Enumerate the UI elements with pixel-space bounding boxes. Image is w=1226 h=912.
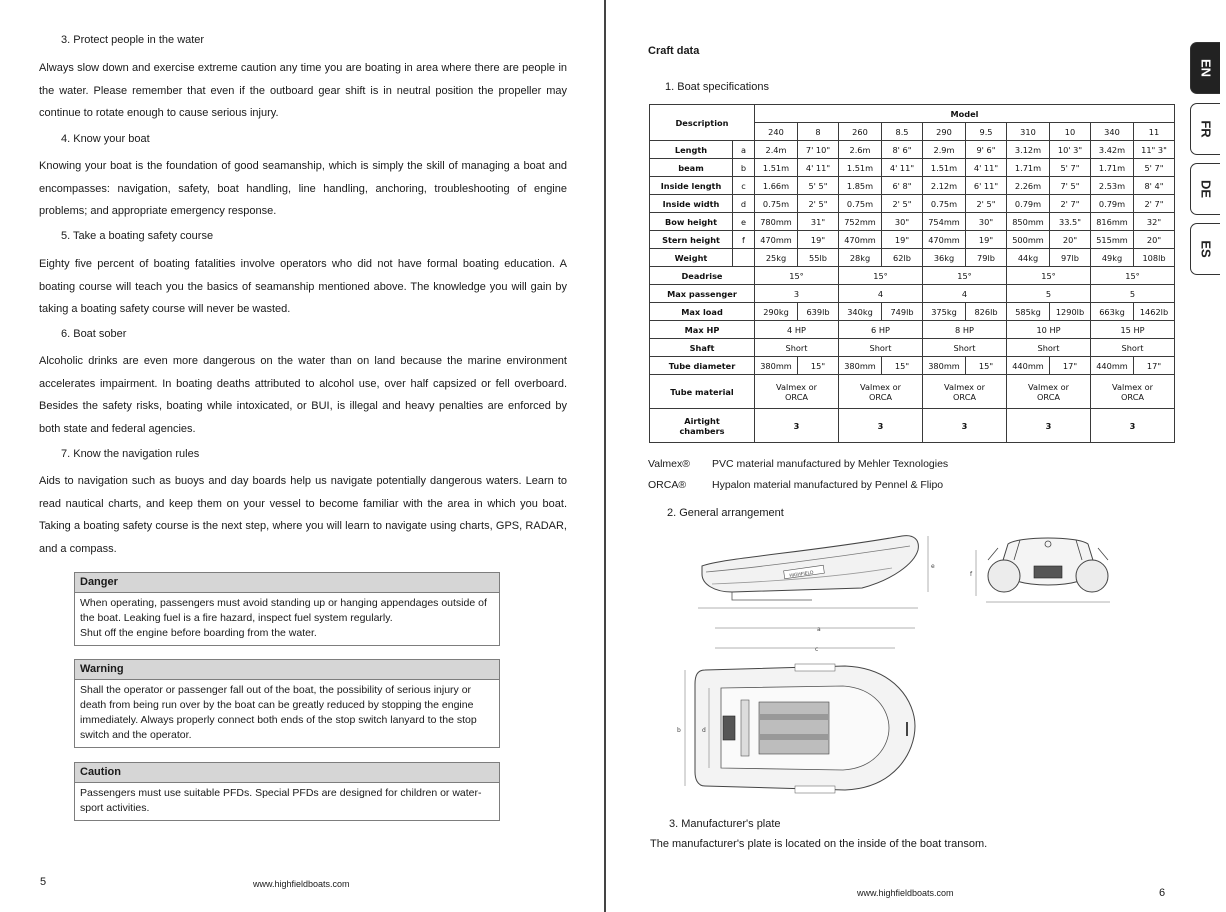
cell: 3 <box>755 409 839 443</box>
cell: Short <box>1007 339 1091 357</box>
section-heading: 3. Manufacturer's plate <box>669 818 781 830</box>
box-line: When operating, passengers must avoid standing up or hanging appendages outside of the boat. Leaking fuel is a fire hazard, inspect fuel system regularly. <box>80 597 487 624</box>
section-text: Knowing your boat is the foundation of good seamanship, which is simply the skill of managing a boat and encompasses: navigation, safety, boat handling, line handling, anchoring, troubleshooting of engine problems; and appropriate emergency response. <box>39 160 567 217</box>
box-line: Passengers must use suitable PFDs. Special PFDs are designed for children or water-sport activities. <box>80 787 482 814</box>
cell: 97lb <box>1050 249 1091 267</box>
top-view-drawing <box>675 622 925 818</box>
cell: 470mm <box>839 231 882 249</box>
cell: Short <box>1091 339 1175 357</box>
cell <box>1091 375 1175 409</box>
cell: 585kg <box>1007 303 1050 321</box>
cell: 19" <box>966 231 1007 249</box>
cell: 2' 5" <box>798 195 839 213</box>
caution-body <box>75 783 499 820</box>
warning-body <box>75 680 499 747</box>
cell: 20" <box>1050 231 1091 249</box>
box-line: Shut off the engine before boarding from the water. <box>80 627 317 639</box>
row-label: Inside length <box>650 177 733 195</box>
dim-label-f: f <box>970 571 973 578</box>
cell: 15" <box>798 357 839 375</box>
warning-title: Warning <box>75 660 499 680</box>
cell: 36kg <box>923 249 966 267</box>
table-row <box>650 195 1175 213</box>
cell: 6' 8" <box>882 177 923 195</box>
model-cell: 11 <box>1134 123 1175 141</box>
cell: 752mm <box>839 213 882 231</box>
cell: 9' 6" <box>966 141 1007 159</box>
plate-text: The manufacturer's plate is located on the inside of the boat transom. <box>650 838 988 850</box>
cell: 17" <box>1050 357 1091 375</box>
cell: 470mm <box>923 231 966 249</box>
legend-term: ORCA® <box>648 479 687 491</box>
cell: 44kg <box>1007 249 1050 267</box>
cell: 15" <box>966 357 1007 375</box>
cell: 15° <box>1007 267 1091 285</box>
page-number: 5 <box>40 876 47 888</box>
cell-line: ORCA <box>952 391 977 402</box>
row-letter: a <box>733 141 755 159</box>
cell: 749lb <box>882 303 923 321</box>
cell: 32" <box>1134 213 1175 231</box>
caution-title: Caution <box>75 763 499 783</box>
cell: 1.51m <box>755 159 798 177</box>
danger-title: Danger <box>75 573 499 593</box>
dim-label-a: a <box>817 626 821 633</box>
cell: 380mm <box>839 357 882 375</box>
cell: 340kg <box>839 303 882 321</box>
cell: 2.26m <box>1007 177 1050 195</box>
cell: 8' 4" <box>1134 177 1175 195</box>
cell-line: Valmex or <box>944 381 985 392</box>
page-number: 6 <box>1159 887 1166 899</box>
cell: 2' 5" <box>882 195 923 213</box>
legend-desc: Hypalon material manufactured by Pennel & Flipo <box>712 479 944 491</box>
page-title: Craft data <box>648 45 700 57</box>
cell: 290kg <box>755 303 798 321</box>
cell: 440mm <box>1007 357 1050 375</box>
tab-es[interactable] <box>1190 223 1220 275</box>
row-label: Tube diameter <box>650 357 755 375</box>
row-label: Length <box>650 141 733 159</box>
cell: 62lb <box>882 249 923 267</box>
model-cell: 8 <box>798 123 839 141</box>
row-label: Weight <box>650 249 733 267</box>
cell <box>923 375 1007 409</box>
tab-fr[interactable] <box>1190 103 1220 155</box>
row-letter <box>733 249 755 267</box>
cell: 470mm <box>755 231 798 249</box>
cell: 0.79m <box>1007 195 1050 213</box>
row-letter: e <box>733 213 755 231</box>
cell: 0.79m <box>1091 195 1134 213</box>
row-label: beam <box>650 159 733 177</box>
cell: 515mm <box>1091 231 1134 249</box>
cell <box>755 375 839 409</box>
row-label: Tube material <box>650 375 755 409</box>
cell: 3 <box>923 409 1007 443</box>
cell-line: ORCA <box>784 391 809 402</box>
rear-view-drawing <box>968 530 1128 610</box>
cell: 4' 11" <box>882 159 923 177</box>
cell: 1.71m <box>1007 159 1050 177</box>
model-cell: 9.5 <box>966 123 1007 141</box>
cell: 1.51m <box>923 159 966 177</box>
section-heading: 2. General arrangement <box>667 507 784 519</box>
row-label <box>650 409 755 443</box>
row-label: Deadrise <box>650 267 755 285</box>
cell: 380mm <box>923 357 966 375</box>
cell-line: Valmex or <box>1028 381 1069 392</box>
row-letter: f <box>733 231 755 249</box>
cell: 5 <box>1091 285 1175 303</box>
cell: 19" <box>798 231 839 249</box>
cell: 816mm <box>1091 213 1134 231</box>
side-view-drawing <box>692 528 942 618</box>
cell: 380mm <box>755 357 798 375</box>
cell: 5' 7" <box>1134 159 1175 177</box>
section-heading: 7. Know the navigation rules <box>61 448 200 460</box>
row-label: Max passenger <box>650 285 755 303</box>
cell: 6 HP <box>839 321 923 339</box>
desc-header: Description <box>650 105 755 141</box>
cell: 4' 11" <box>798 159 839 177</box>
row-letter: c <box>733 177 755 195</box>
cell: 3 <box>839 409 923 443</box>
dim-label-e: e <box>931 563 935 570</box>
cell: 17" <box>1134 357 1175 375</box>
cell: 8 HP <box>923 321 1007 339</box>
model-cell: 260 <box>839 123 882 141</box>
section-heading: 3. Protect people in the water <box>61 34 205 46</box>
section-text: Eighty five percent of boating fatalities involve operators who did not have formal boating education. A boating course will teach you the basics of seamanship mentioned above. The knowledge you will gain by taking a boating safety course will never be wasted. <box>39 258 567 315</box>
cell: 0.75m <box>923 195 966 213</box>
cell-line: ORCA <box>1120 391 1145 402</box>
cell: 850mm <box>1007 213 1050 231</box>
section-text: Alcoholic drinks are even more dangerous on the water than on land because the marine environment accelerates impairment. In boating deaths attributed to alcohol use, over half capsized or fell overboard. Besides the safety risks, boating while intoxicated, or BUI, is illegal and heavy penalties are enforced by both state and federal agencies. <box>39 355 567 435</box>
cell: 5' 7" <box>1050 159 1091 177</box>
dim-label-c: c <box>815 646 819 653</box>
row-label: Bow height <box>650 213 733 231</box>
section-heading: 6. Boat sober <box>61 328 127 340</box>
section-heading: 4. Know your boat <box>61 133 150 145</box>
cell: 3 <box>755 285 839 303</box>
model-cell: 240 <box>755 123 798 141</box>
cell: 639lb <box>798 303 839 321</box>
cell: 7' 5" <box>1050 177 1091 195</box>
cell: Short <box>755 339 839 357</box>
cell: 15° <box>839 267 923 285</box>
cell: 780mm <box>755 213 798 231</box>
section-heading: 1. Boat specifications <box>665 81 769 93</box>
cell: 1290lb <box>1050 303 1091 321</box>
table-row <box>650 321 1175 339</box>
table-row <box>650 285 1175 303</box>
row-label: Inside width <box>650 195 733 213</box>
cell: 1.51m <box>839 159 882 177</box>
cell: 30" <box>882 213 923 231</box>
cell: 2.12m <box>923 177 966 195</box>
table-row <box>650 249 1175 267</box>
cell: 5' 5" <box>798 177 839 195</box>
legend-desc: PVC material manufactured by Mehler Texnologies <box>712 458 949 470</box>
cell: 2' 5" <box>966 195 1007 213</box>
table-row <box>650 177 1175 195</box>
cell: 4 HP <box>755 321 839 339</box>
cell: 1462lb <box>1134 303 1175 321</box>
model-cell: 340 <box>1091 123 1134 141</box>
cell: 6' 11" <box>966 177 1007 195</box>
cell: 826lb <box>966 303 1007 321</box>
cell: 663kg <box>1091 303 1134 321</box>
spec-table <box>649 104 1175 443</box>
row-label: Shaft <box>650 339 755 357</box>
model-cell: 310 <box>1007 123 1050 141</box>
table-row <box>650 159 1175 177</box>
row-label: Max HP <box>650 321 755 339</box>
row-label: Max load <box>650 303 755 321</box>
label-line: Airtight <box>684 415 720 426</box>
cell: 0.75m <box>839 195 882 213</box>
label-line: chambers <box>679 425 725 436</box>
danger-box <box>74 572 500 646</box>
cell: 8' 6" <box>882 141 923 159</box>
cell: 7' 10" <box>798 141 839 159</box>
cell: 375kg <box>923 303 966 321</box>
table-row <box>650 231 1175 249</box>
cell: 440mm <box>1091 357 1134 375</box>
left-page <box>0 0 606 912</box>
cell-line: Valmex or <box>860 381 901 392</box>
tab-label: ES <box>1198 240 1213 258</box>
danger-body <box>75 593 499 645</box>
cell: 3.12m <box>1007 141 1050 159</box>
table-row <box>650 141 1175 159</box>
section-text: Always slow down and exercise extreme caution any time you are boating in area where there are people in the water. Please remember that even if the outboard gear shift is in neutral position the propeller may continue to rotate enough to cause serious injury. <box>39 62 567 119</box>
model-cell: 8.5 <box>882 123 923 141</box>
cell: 15° <box>1091 267 1175 285</box>
cell: 20" <box>1134 231 1175 249</box>
cell: 1.71m <box>1091 159 1134 177</box>
cell: 500mm <box>1007 231 1050 249</box>
cell: 28kg <box>839 249 882 267</box>
cell <box>1007 375 1091 409</box>
cell: 0.75m <box>755 195 798 213</box>
cell-line: Valmex or <box>776 381 817 392</box>
brand-label: HIGHFIELD <box>789 570 814 580</box>
cell: 79lb <box>966 249 1007 267</box>
table-row <box>650 213 1175 231</box>
box-line: Shall the operator or passenger fall out of the boat, the possibility of serious injury or death from being run over by the boat can be greatly reduced by stopping the engine immediately. Always properly connect both ends of the stop switch lanyard to the stop switch and the operator. <box>80 684 477 741</box>
cell: 2.4m <box>755 141 798 159</box>
cell: Short <box>923 339 1007 357</box>
cell <box>839 375 923 409</box>
cell: 11" 3" <box>1134 141 1175 159</box>
cell: 55lb <box>798 249 839 267</box>
cell: 5 <box>1007 285 1091 303</box>
tab-de[interactable] <box>1190 163 1220 215</box>
cell: 2' 7" <box>1050 195 1091 213</box>
row-letter: d <box>733 195 755 213</box>
cell: 3 <box>1007 409 1091 443</box>
caution-box <box>74 762 500 821</box>
cell: 19" <box>882 231 923 249</box>
cell: 15° <box>923 267 1007 285</box>
cell: 2.6m <box>839 141 882 159</box>
dim-label-d: d <box>702 727 706 734</box>
cell: 4 <box>839 285 923 303</box>
cell: 10' 3" <box>1050 141 1091 159</box>
cell: 4' 11" <box>966 159 1007 177</box>
tab-label: FR <box>1198 120 1213 138</box>
cell: 15 HP <box>1091 321 1175 339</box>
model-cell: 290 <box>923 123 966 141</box>
section-heading: 5. Take a boating safety course <box>61 230 214 242</box>
cell: 30" <box>966 213 1007 231</box>
cell: 2.9m <box>923 141 966 159</box>
cell: 108lb <box>1134 249 1175 267</box>
model-header: Model <box>755 105 1175 123</box>
section-text: Aids to navigation such as buoys and day boards help us navigate potentially dangerous waters. Learn to read nautical charts, and keep them on your vessel to become familiar with the area in which you boat. Taking a boating safety course is the next step, where you will learn to navigate using charts, GPS, RADAR, and a compass. <box>39 475 567 555</box>
cell: 25kg <box>755 249 798 267</box>
cell: 31" <box>798 213 839 231</box>
cell: 1.85m <box>839 177 882 195</box>
tab-en[interactable] <box>1190 42 1220 94</box>
cell: 754mm <box>923 213 966 231</box>
row-label: Stern height <box>650 231 733 249</box>
cell-line: Valmex or <box>1112 381 1153 392</box>
model-cell: 10 <box>1050 123 1091 141</box>
cell: Short <box>839 339 923 357</box>
table-row <box>650 339 1175 357</box>
cell: 4 <box>923 285 1007 303</box>
cell: 3 <box>1091 409 1175 443</box>
footer-url[interactable]: www.highfieldboats.com <box>253 879 350 889</box>
cell: 2' 7" <box>1134 195 1175 213</box>
cell: 10 HP <box>1007 321 1091 339</box>
cell-line: ORCA <box>868 391 893 402</box>
table-row <box>650 267 1175 285</box>
cell-line: ORCA <box>1036 391 1061 402</box>
dim-label-b: b <box>677 727 681 734</box>
tab-label: DE <box>1198 179 1213 199</box>
warning-box <box>74 659 500 748</box>
cell: 1.66m <box>755 177 798 195</box>
footer-url[interactable]: www.highfieldboats.com <box>857 888 954 898</box>
cell: 49kg <box>1091 249 1134 267</box>
tab-label: EN <box>1198 58 1213 78</box>
cell: 15" <box>882 357 923 375</box>
legend-term: Valmex® <box>648 458 690 470</box>
row-letter: b <box>733 159 755 177</box>
cell: 3.42m <box>1091 141 1134 159</box>
cell: 15° <box>755 267 839 285</box>
cell: 33.5" <box>1050 213 1091 231</box>
cell: 2.53m <box>1091 177 1134 195</box>
